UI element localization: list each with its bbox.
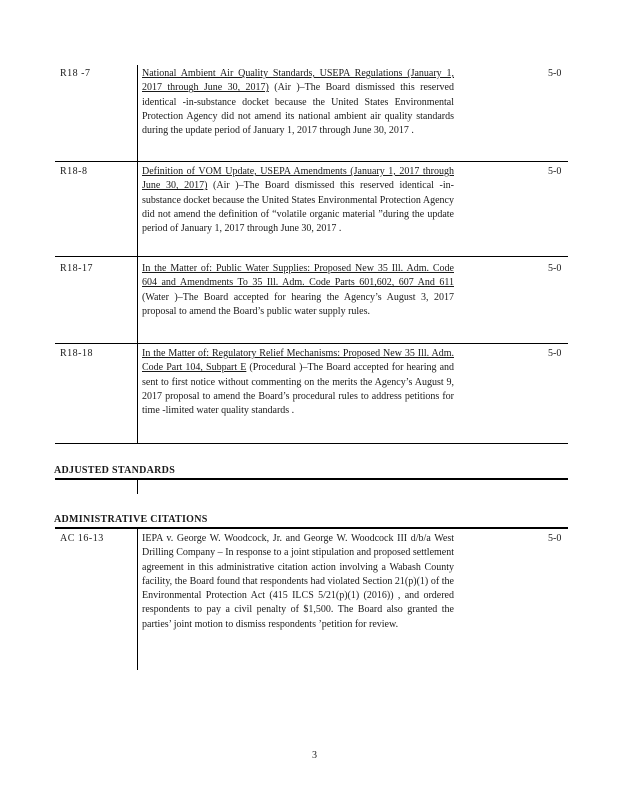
docket-number: R18-17 [60,263,93,274]
vote-count: 5-0 [548,166,562,177]
docket-number: AC 16-13 [60,533,104,544]
vote-count: 5-0 [548,263,562,274]
docket-description: IEPA v. George W. Woodcock, Jr. and George W. Woodcock III d/b/a West Drilling Company – In response to a joint stipulation and proposed settlement agreement in this administrative citation action involving a Wabash County facility, the Board found that respondents had violated Section 21(p)(1) of the Environmental Protection Act (415 ILCS 5/21(p)(1) (2016)) , and ordered respondents to pay a civil penalty of $1,500. The Board also granted the parties’ joint motion to dismiss respondents ’petition for review. [142,533,454,630]
docket-number: R18-8 [60,166,88,177]
section-heading-administrative-citations: ADMINISTRATIVE CITATIONS [54,514,208,525]
vote-count: 5-0 [548,348,562,359]
docket-body: (Procedural )–The Board accepted for hearing and sent to first notice without commenting on the merits the Agency’s August 9, 2017 proposal to amend the Board’s procedural rules to address petitions for time -limited water quality standards . [142,362,455,417]
row-divider [55,343,568,344]
vote-count: 5-0 [548,68,562,79]
vote-count: 5-0 [548,533,562,544]
page-number: 3 [312,750,317,761]
section-rule [55,527,568,529]
docket-body: (Air )–The Board dismissed this reserved identical -in-substance docket because the United States Environmental Protection Agency did not amend the definition of “volatile organic material ”during the update period of January 1, 2017 through June 30, 2017 . [142,180,454,235]
column-rule [137,480,138,494]
column-rule [137,65,138,443]
docket-description [142,165,454,236]
docket-number: R18 -7 [60,68,91,79]
docket-description [142,347,454,418]
docket-title: In the Matter of: Public Water Supplies: Proposed New 35 Ill. Adm. Code 604 and Amendments To 35 Ill. Adm. Code Parts 601,602, 607 And 611 [142,263,454,289]
row-divider [55,161,568,162]
docket-title: National Ambient Air Quality Standards, USEPA Regulations (January 1, 2017 through June 30, 2017) [142,68,454,94]
docket-body: (Air )–The Board dismissed this reserved identical -in-substance docket because the United States Environmental Protection Agency did not amend its national ambient air quality standards during the update period of January 1, 2017 through June 30, 2017 . [142,82,454,137]
section-heading-adjusted-standards: ADJUSTED STANDARDS [54,465,176,476]
docket-title: Definition of VOM Update, USEPA Amendments (January 1, 2017 through June 30, 2017) [142,166,454,192]
docket-number: R18-18 [60,348,93,359]
docket-title: In the Matter of: Regulatory Relief Mechanisms: Proposed New 35 Ill. Adm. Code Part 104, Subpart E [142,348,454,374]
column-rule [137,529,138,670]
row-divider [55,256,568,257]
docket-description [142,67,454,138]
row-divider [55,443,568,444]
section-rule [55,478,568,480]
docket-description [142,262,454,319]
docket-body: (Water )–The Board accepted for hearing the Agency’s August 3, 2017 proposal to amend the Board’s public water supply rules. [142,291,454,317]
